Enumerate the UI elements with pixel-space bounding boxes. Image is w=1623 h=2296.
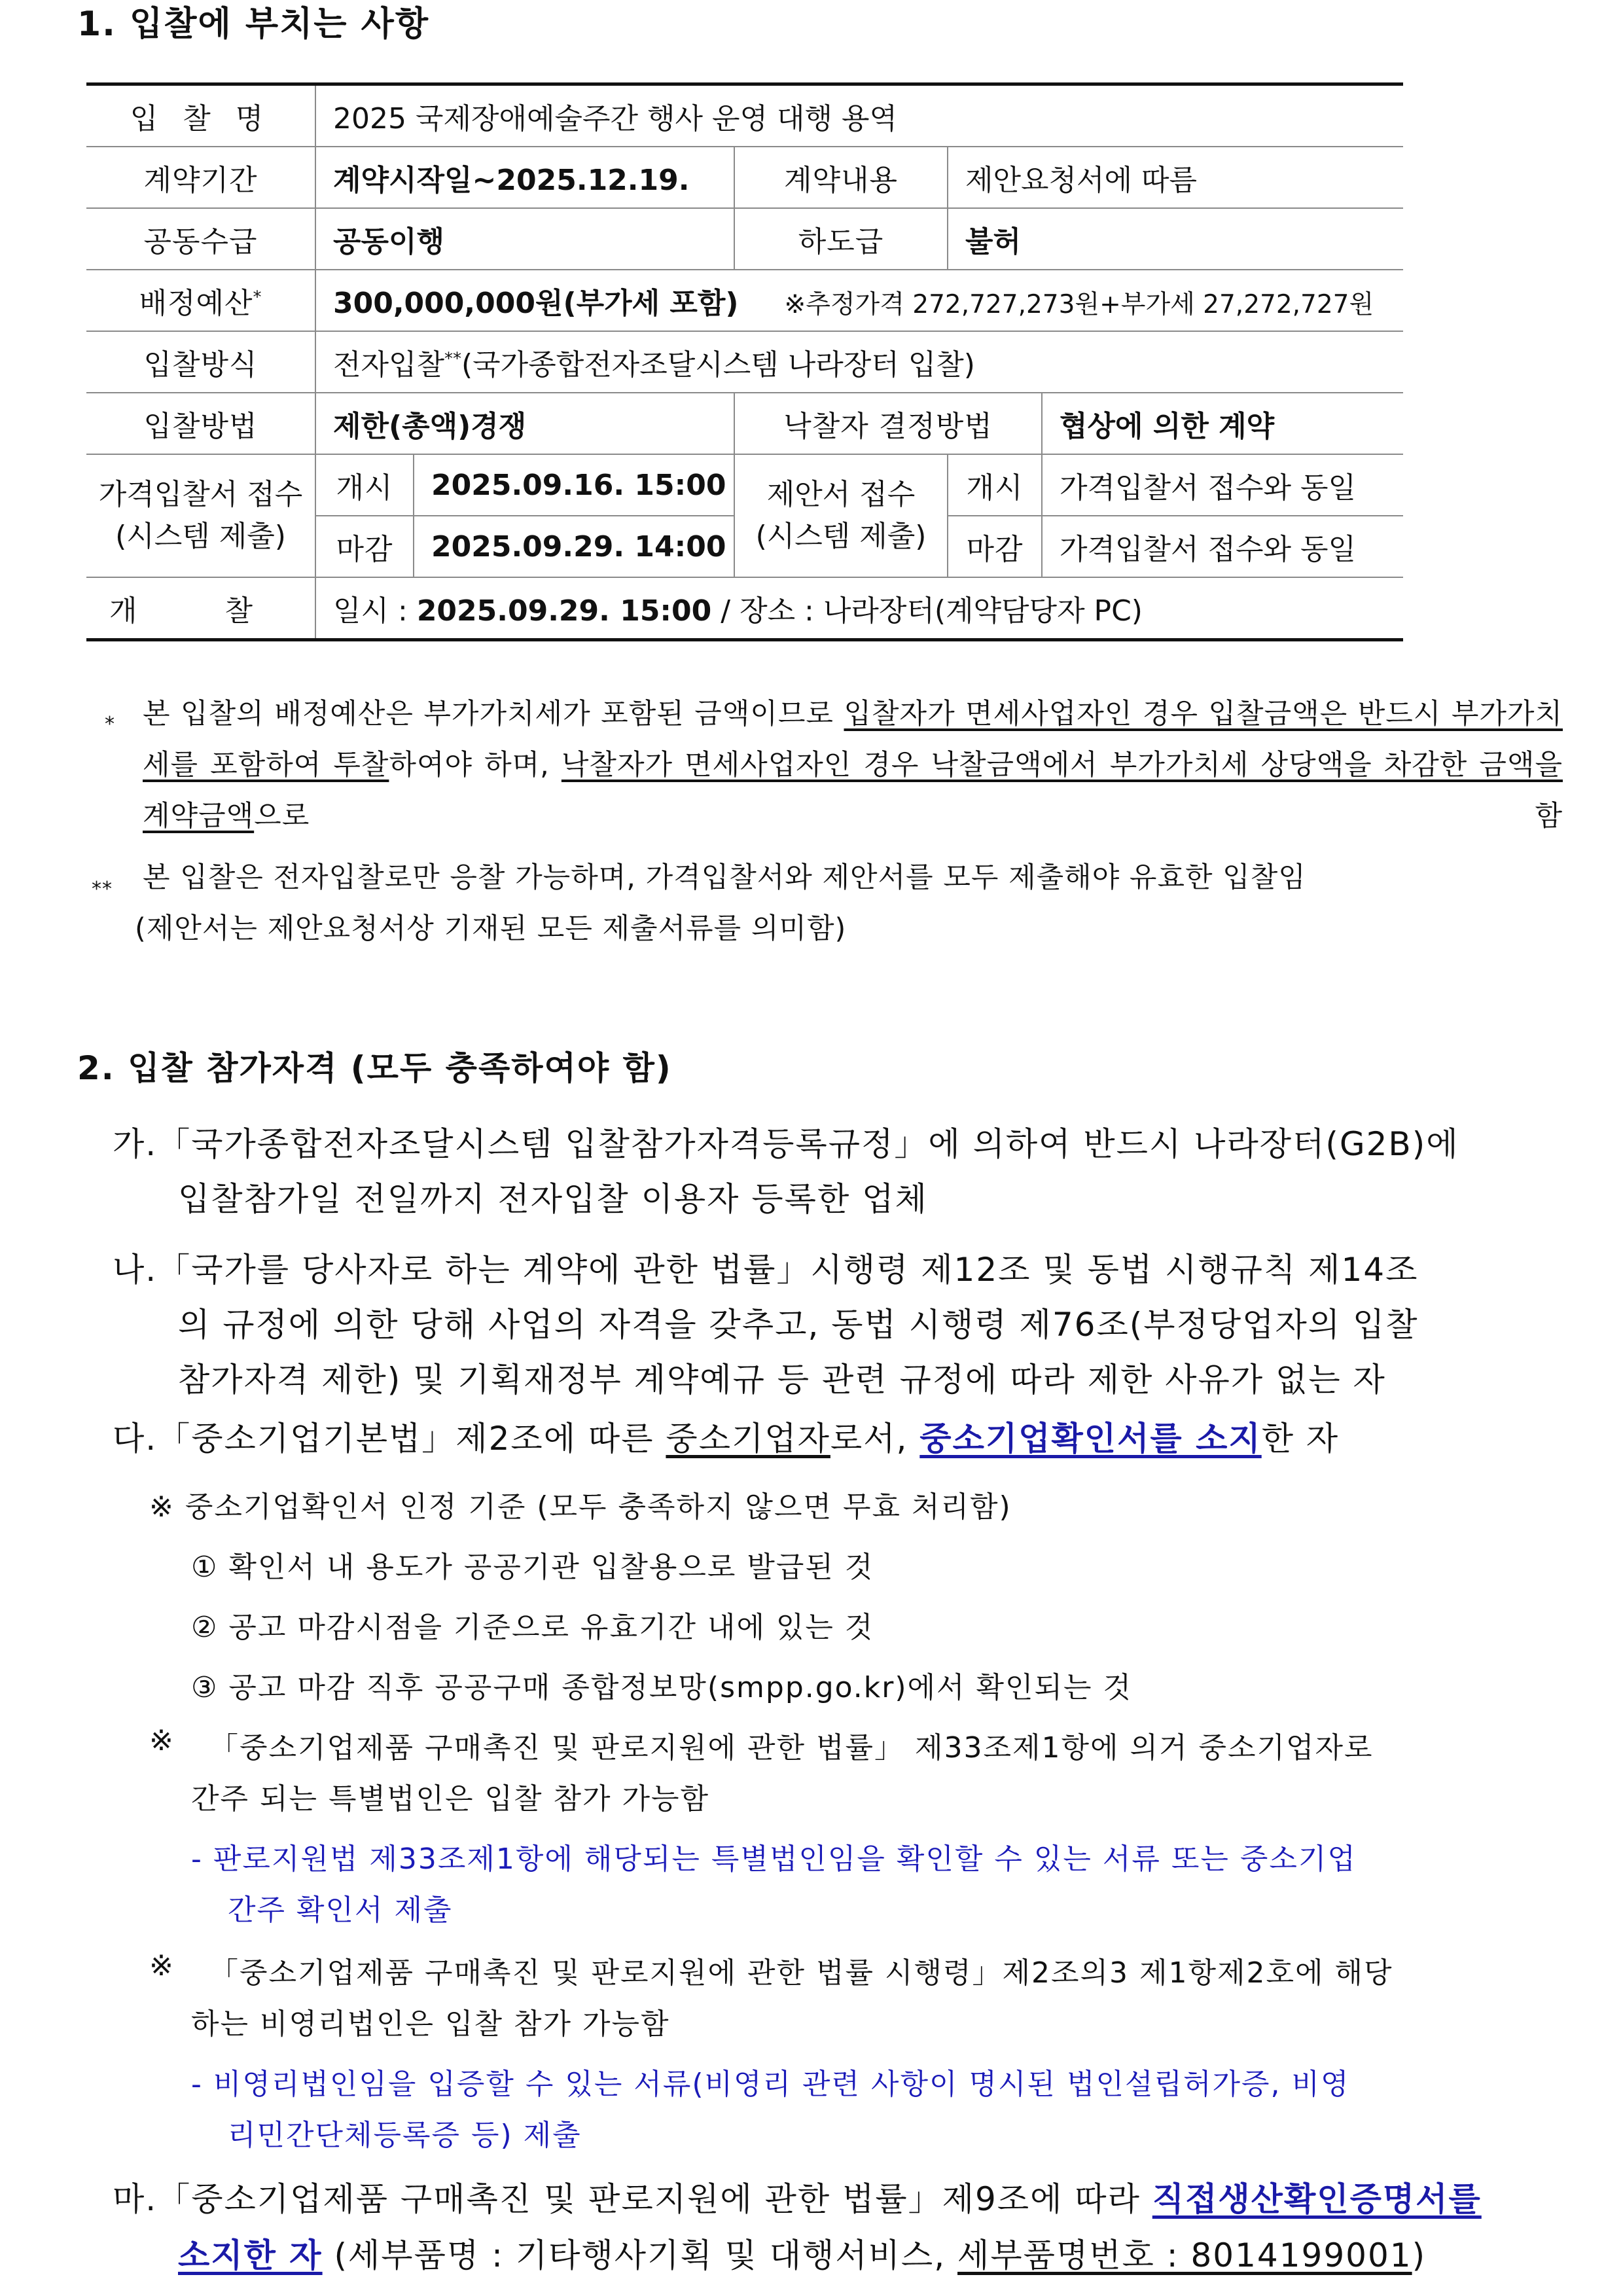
budget-label-text: 배정예산 <box>139 287 253 320</box>
item-da-text-e: 한 자 <box>1261 1420 1340 1458</box>
table-row <box>86 84 1403 147</box>
proposal-label-line1: 제안서 접수 <box>766 478 916 511</box>
content-value: 제안요청서에 따름 <box>948 147 1403 208</box>
price-bid-label <box>86 454 315 577</box>
price-open-value: 2025.09.16. 15:00 <box>414 454 734 516</box>
method-value-rest: (국가종합전자조달시스템 나라장터 입찰) <box>461 348 975 382</box>
item-ma-text-c: 소지한 자 <box>178 2236 323 2274</box>
bid-info-table <box>86 82 1403 641</box>
special-line1: 「중소기업제품 구매촉진 및 판로지원에 관한 법률」 제33조제1항에 의거 중소기업자로 <box>209 1731 1374 1765</box>
nonprofit-mark: ※ <box>149 1949 175 1982</box>
period-value: 계약시작일~2025.12.19. <box>315 147 734 208</box>
subcontract-value: 불허 <box>948 208 1403 270</box>
item-ma-text-a: 마.「중소기업제품 구매촉진 및 판로지원에 관한 법률」제9조에 따라 <box>113 2180 1152 2218</box>
item-ma-text-f: ) <box>1412 2236 1427 2274</box>
method-value: 전자입찰 <box>333 348 445 382</box>
item-ma-text-d: (세부품명 : 기타행사기획 및 대행서비스, <box>322 2236 958 2274</box>
item-ma-text-e: 세부품명번호 : 8014199001 <box>957 2236 1412 2274</box>
bid-name-value: 2025 국제장애예술주간 행사 운영 대행 용역 <box>315 84 1403 147</box>
joint-value: 공동이행 <box>315 208 734 270</box>
proposal-label-line2: (시스템 제출) <box>755 520 927 553</box>
opening-datetime: 2025.09.29. 15:00 <box>416 594 712 628</box>
table-row <box>86 208 1403 270</box>
price-bid-label-line2: (시스템 제출) <box>115 520 286 553</box>
price-bid-label-line1: 가격입찰서 접수 <box>98 478 303 511</box>
criteria-1: ① 확인서 내 용도가 공공기관 입찰용으로 발급된 것 <box>191 1551 874 1584</box>
budget-note: ※추정가격 272,727,273원+부가세 27,272,727원 <box>784 290 1374 319</box>
price-close-label: 마감 <box>315 516 414 577</box>
section-2-title: 2. 입찰 참가자격 (모두 충족하여야 함) <box>77 1049 672 1087</box>
footnote-1-text-d: 낙찰자가 면세사업자인 경우 낙찰금액에서 부가가치세 상당액을 차감한 금액을 계약금액 <box>143 749 1563 833</box>
nonprofit-line1: 「중소기업제품 구매촉진 및 판로지원에 관한 법률 시행령」제2조의3 제1항제2호에 해당 <box>209 1956 1393 1990</box>
footnote-1 <box>143 689 1563 842</box>
footnote-2-line1: 본 입찰은 전자입찰로만 응찰 가능하며, 가격입찰서와 제안서를 모두 제출해야 유효한 입찰임 <box>143 861 1306 894</box>
item-da-text-b: 중소기업자 <box>666 1420 830 1458</box>
item-ga-line1: 가.「국가종합전자조달시스템 입찰참가자격등록규정」에 의하여 반드시 나라장터(G2B)에 <box>113 1125 1459 1163</box>
table-row <box>86 331 1403 393</box>
footnote-1-text-a: 본 입찰의 배정예산은 부가가치세가 포함된 금액이므로 <box>143 698 844 730</box>
budget-value-cell <box>315 270 1403 331</box>
budget-value: 300,000,000원(부가세 포함) <box>333 287 739 320</box>
criteria-3: ③ 공고 마감 직후 공공구매 종합정보망(smpp.go.kr)에서 확인되는 것 <box>191 1671 1133 1704</box>
item-da-text-a: 다.「중소기업기본법」제2조에 따른 <box>113 1420 666 1458</box>
footnote-1-text-c: 하여야 하며, <box>389 749 562 781</box>
item-na-line3: 참가자격 제한) 및 기획재정부 계약예규 등 관련 규정에 따라 제한 사유가 없는 자 <box>178 1361 1386 1399</box>
item-ma-line1 <box>113 2173 1482 2220</box>
joint-label: 공동수급 <box>86 208 315 270</box>
footnote-1-text-e: 으로 함 <box>254 800 1563 833</box>
price-close-value: 2025.09.29. 14:00 <box>414 516 734 577</box>
item-da-text-c: 로서, <box>830 1420 920 1458</box>
table-row <box>86 270 1403 331</box>
proposal-label <box>734 454 948 577</box>
item-na-line2: 의 규정에 의한 당해 사업의 자격을 갖추고, 동법 시행령 제76조(부정당업자의 입찰 <box>178 1306 1419 1344</box>
way-label: 입찰방법 <box>86 393 315 454</box>
opening-prefix: 일시 : <box>333 594 417 628</box>
criteria-2: ② 공고 마감시점을 기준으로 유효기간 내에 있는 것 <box>191 1611 874 1644</box>
criteria-title: ※ 중소기업확인서 인정 기준 (모두 충족하지 않으면 무효 처리함) <box>149 1490 1012 1524</box>
special-sub-line2: 간주 확인서 제출 <box>228 1893 453 1927</box>
footnote-1-mark: * <box>105 713 115 736</box>
table-row <box>86 454 1403 516</box>
opening-value-cell <box>315 577 1403 640</box>
special-mark: ※ <box>149 1724 175 1757</box>
decision-label: 낙찰자 결정방법 <box>734 393 1042 454</box>
footnote-1-text-b: 입찰자가 면세사업자인 경우 입찰금액은 반드시 부가가치세를 포함하여 투찰 <box>143 698 1563 781</box>
special-line2: 간주 되는 특별법인은 입찰 참가 가능함 <box>191 1782 709 1816</box>
content-label: 계약내용 <box>734 147 948 208</box>
decision-value: 협상에 의한 계약 <box>1042 393 1403 454</box>
bid-name-label: 입 찰 명 <box>86 84 315 147</box>
item-na-line1: 나.「국가를 당사자로 하는 계약에 관한 법률」시행령 제12조 및 동법 시행규칙 제14조 <box>113 1251 1419 1289</box>
nonprofit-sub-line1: - 비영리법인임을 입증할 수 있는 서류(비영리 관련 사항이 명시된 법인설립허가증, 비영 <box>191 2068 1350 2101</box>
item-ma-text-b: 직접생산확인증명서를 <box>1152 2180 1482 2218</box>
method-footnote-mark: ** <box>444 349 462 369</box>
method-value-cell <box>315 331 1403 393</box>
table-row <box>86 147 1403 208</box>
footnote-2-mark: ** <box>92 878 113 901</box>
table-row <box>86 577 1403 640</box>
opening-label: 개 찰 <box>86 577 315 640</box>
nonprofit-sub-line2: 리민간단체등록증 등) 제출 <box>228 2119 582 2152</box>
item-ga-line2: 입찰참가일 전일까지 전자입찰 이용자 등록한 업체 <box>178 1180 928 1218</box>
budget-footnote-mark: * <box>253 287 262 308</box>
budget-label <box>86 270 315 331</box>
item-da-text-d: 중소기업확인서를 소지 <box>919 1420 1262 1458</box>
table-row <box>86 393 1403 454</box>
proposal-close-value: 가격입찰서 접수와 동일 <box>1042 516 1403 577</box>
item-da <box>113 1412 1339 1460</box>
footnote-2-line2: (제안서는 제안요청서상 기재된 모든 제출서류를 의미함) <box>135 912 847 945</box>
nonprofit-line2: 하는 비영리법인은 입찰 참가 가능함 <box>191 2007 670 2041</box>
method-label: 입찰방식 <box>86 331 315 393</box>
proposal-close-label: 마감 <box>948 516 1042 577</box>
opening-place: / 장소 : 나라장터(계약담당자 PC) <box>711 594 1143 628</box>
period-label: 계약기간 <box>86 147 315 208</box>
way-value: 제한(총액)경쟁 <box>315 393 734 454</box>
proposal-open-label: 개시 <box>948 454 1042 516</box>
price-open-label: 개시 <box>315 454 414 516</box>
item-ma-line2 <box>178 2229 1426 2276</box>
proposal-open-value: 가격입찰서 접수와 동일 <box>1042 454 1403 516</box>
subcontract-label: 하도급 <box>734 208 948 270</box>
section-1-title: 1. 입찰에 부치는 사항 <box>77 5 430 44</box>
special-sub-line1: - 판로지원법 제33조제1항에 해당되는 특별법인임을 확인할 수 있는 서류 또는 중소기업 <box>191 1842 1357 1876</box>
